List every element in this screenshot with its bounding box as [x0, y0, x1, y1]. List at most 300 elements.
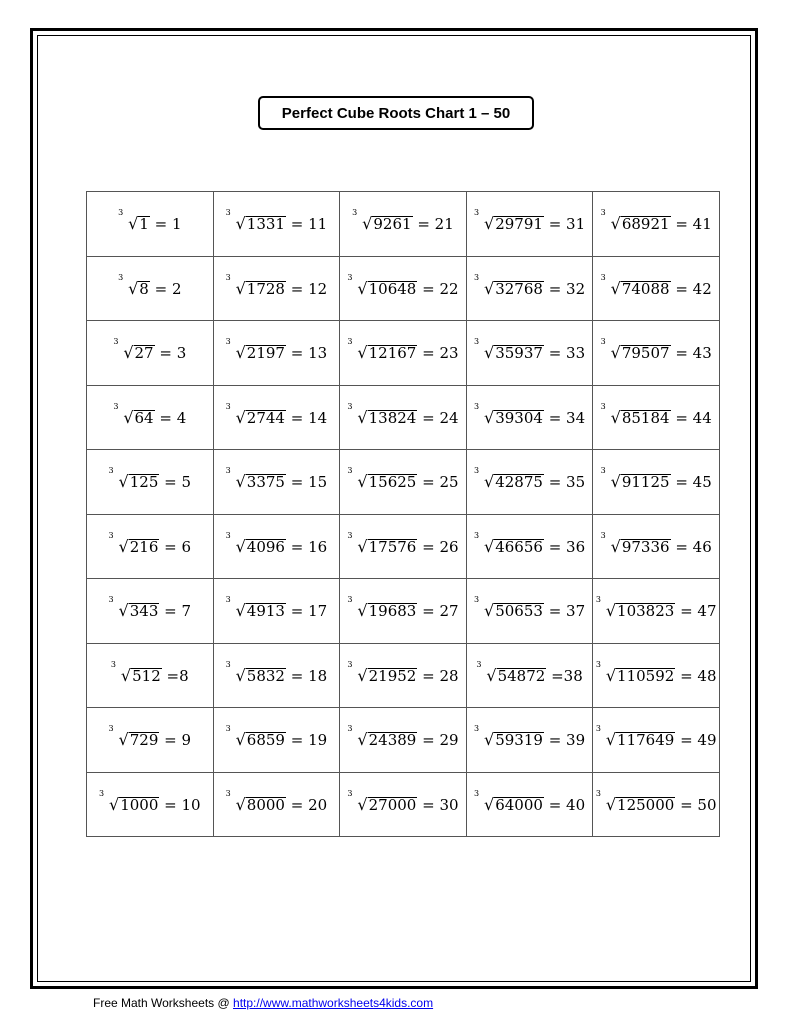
root-index: 3: [110, 659, 117, 669]
root-index: 3: [347, 466, 353, 476]
root-result: = 24: [422, 408, 459, 427]
root-index: 3: [225, 530, 231, 540]
root-result: = 48: [680, 666, 717, 685]
radicand: 64000: [495, 795, 543, 814]
radical-sign-icon: √: [605, 730, 617, 750]
radicand: 2197: [246, 344, 285, 363]
cube-root-expression: [98, 788, 159, 814]
root-result: = 50: [680, 795, 717, 814]
table-cell: [466, 256, 593, 321]
table-cell: [466, 385, 593, 450]
root-result: = 29: [422, 731, 459, 750]
root-result: = 39: [548, 731, 586, 750]
cube-root-expression: [225, 659, 286, 685]
root-result: = 37: [548, 602, 586, 621]
cube-root-expression: [476, 659, 546, 685]
root-index: 3: [600, 530, 606, 540]
radicand: 125000: [617, 795, 675, 814]
root-result: =38: [551, 666, 583, 685]
table-cell: [340, 450, 467, 515]
cube-root-expression: [474, 337, 544, 363]
radical-sign-icon: √: [235, 214, 246, 234]
radicand: 110592: [617, 666, 675, 685]
radical-sign-icon: √: [610, 343, 621, 363]
root-index: 3: [474, 272, 480, 282]
radical-sign-icon: √: [357, 343, 368, 363]
table-cell: [466, 772, 593, 837]
radical-sign-icon: √: [610, 214, 621, 234]
radical-sign-icon: √: [235, 665, 246, 685]
radicand: 29791: [495, 215, 543, 234]
radicand: 6859: [246, 731, 285, 750]
root-result: = 44: [675, 408, 712, 427]
cube-root-expression: [225, 466, 286, 492]
table-cell: [593, 256, 720, 321]
radical-sign-icon: √: [357, 407, 368, 427]
table-cell: [466, 514, 593, 579]
root-index: 3: [474, 595, 480, 605]
radicand: 1000: [120, 795, 159, 814]
root-result: = 49: [680, 731, 717, 750]
radicand: 24389: [368, 731, 417, 750]
radical-sign-icon: √: [486, 665, 497, 685]
table-row: [87, 514, 720, 579]
cube-root-expression: [347, 595, 417, 621]
root-index: 3: [600, 272, 606, 282]
root-result: = 36: [548, 537, 586, 556]
root-result: = 43: [675, 344, 712, 363]
radicand: 15625: [368, 473, 417, 492]
root-index: 3: [225, 659, 231, 669]
radicand: 59319: [495, 731, 543, 750]
radical-sign-icon: √: [357, 536, 368, 556]
root-result: = 10: [164, 795, 201, 814]
root-index: 3: [225, 724, 231, 734]
table-cell: [593, 643, 720, 708]
root-index: 3: [347, 530, 353, 540]
cube-root-expression: [600, 208, 671, 234]
cube-root-expression: [595, 788, 675, 814]
radicand: 27000: [368, 795, 417, 814]
radical-sign-icon: √: [123, 343, 134, 363]
radical-sign-icon: √: [235, 794, 246, 814]
root-index: 3: [118, 272, 124, 282]
cube-root-expression: [347, 659, 417, 685]
radical-sign-icon: √: [128, 278, 139, 298]
root-result: = 30: [422, 795, 459, 814]
root-index: 3: [225, 401, 231, 411]
root-index: 3: [347, 337, 353, 347]
table-cell: [340, 579, 467, 644]
root-result: = 20: [290, 795, 328, 814]
cube-root-expression: [474, 466, 544, 492]
root-index: 3: [476, 659, 482, 669]
cube-root-expression: [347, 272, 417, 298]
root-index: 3: [474, 466, 480, 476]
root-result: = 11: [290, 215, 328, 234]
radicand: 68921: [621, 215, 670, 234]
table-cell: [466, 579, 593, 644]
radicand: 39304: [495, 408, 543, 427]
radical-sign-icon: √: [357, 472, 368, 492]
table-cell: [87, 192, 214, 257]
radical-sign-icon: √: [605, 601, 617, 621]
radicand: 64: [134, 408, 154, 427]
root-index: 3: [347, 788, 353, 798]
root-result: = 32: [548, 279, 586, 298]
radical-sign-icon: √: [108, 794, 120, 814]
table-cell: [593, 708, 720, 773]
root-index: 3: [347, 724, 353, 734]
table-cell: [593, 450, 720, 515]
cube-root-expression: [118, 272, 150, 298]
radicand: 13824: [368, 408, 417, 427]
radicand: 12167: [368, 344, 417, 363]
table-cell: [340, 643, 467, 708]
radical-sign-icon: √: [484, 730, 495, 750]
radicand: 54872: [497, 666, 546, 685]
root-result: = 46: [675, 537, 712, 556]
table-cell: [87, 643, 214, 708]
root-result: = 33: [548, 344, 586, 363]
radical-sign-icon: √: [123, 407, 134, 427]
table-row: [87, 708, 720, 773]
radical-sign-icon: √: [605, 794, 617, 814]
root-result: = 35: [548, 473, 586, 492]
root-result: = 12: [290, 279, 328, 298]
radicand: 35937: [495, 344, 543, 363]
root-index: 3: [225, 466, 231, 476]
radical-sign-icon: √: [235, 278, 246, 298]
root-index: 3: [600, 401, 606, 411]
cube-root-expression: [600, 337, 671, 363]
root-index: 3: [225, 208, 231, 218]
radical-sign-icon: √: [357, 794, 368, 814]
cube-root-expression: [225, 724, 286, 750]
table-cell: [340, 321, 467, 386]
table-cell: [213, 579, 340, 644]
radical-sign-icon: √: [235, 730, 246, 750]
root-index: 3: [108, 595, 114, 605]
table-cell: [593, 321, 720, 386]
radicand: 46656: [495, 537, 543, 556]
root-result: = 2: [154, 279, 182, 298]
radical-sign-icon: √: [128, 214, 139, 234]
radicand: 10648: [368, 279, 417, 298]
table-cell: [213, 256, 340, 321]
cube-root-expression: [347, 401, 417, 427]
footer: [93, 996, 433, 1010]
root-index: 3: [108, 466, 114, 476]
table-row: [87, 321, 720, 386]
table-cell: [87, 579, 214, 644]
table-cell: [213, 321, 340, 386]
radicand: 85184: [621, 408, 670, 427]
root-index: 3: [98, 788, 105, 798]
cube-root-expression: [474, 272, 544, 298]
table-cell: [466, 643, 593, 708]
table-cell: [213, 192, 340, 257]
radical-sign-icon: √: [357, 601, 368, 621]
radical-sign-icon: √: [357, 730, 368, 750]
radicand: 1728: [246, 279, 285, 298]
cube-root-expression: [347, 724, 417, 750]
root-result: = 21: [417, 215, 454, 234]
radical-sign-icon: √: [235, 407, 246, 427]
radical-sign-icon: √: [484, 214, 495, 234]
radical-sign-icon: √: [484, 472, 495, 492]
radical-sign-icon: √: [118, 601, 129, 621]
radical-sign-icon: √: [235, 601, 246, 621]
radicand: 42875: [495, 473, 543, 492]
radicand: 117649: [617, 731, 675, 750]
table-row: [87, 643, 720, 708]
cube-root-expression: [600, 530, 671, 556]
radical-sign-icon: √: [484, 343, 495, 363]
cube-root-expression: [474, 724, 544, 750]
radicand: 125: [129, 473, 159, 492]
cube-root-expression: [474, 530, 544, 556]
cube-root-expression: [352, 208, 412, 234]
root-result: = 18: [290, 666, 328, 685]
radical-sign-icon: √: [118, 472, 129, 492]
cube-root-expression: [108, 724, 160, 750]
radicand: 8000: [246, 795, 285, 814]
table-cell: [593, 385, 720, 450]
radicand: 97336: [621, 537, 670, 556]
table-cell: [340, 256, 467, 321]
cube-root-expression: [225, 530, 286, 556]
table-cell: [466, 450, 593, 515]
root-result: = 42: [675, 279, 712, 298]
page-title: Perfect Cube Roots Chart 1 – 50: [258, 96, 534, 130]
cube-root-expression: [118, 208, 150, 234]
table-cell: [87, 321, 214, 386]
cube-root-expression: [347, 466, 417, 492]
radical-sign-icon: √: [118, 730, 129, 750]
root-result: = 28: [422, 666, 459, 685]
root-result: = 47: [680, 602, 717, 621]
root-result: = 31: [548, 215, 586, 234]
root-index: 3: [600, 337, 606, 347]
radical-sign-icon: √: [484, 278, 495, 298]
root-result: = 4: [159, 408, 187, 427]
radicand: 9261: [373, 215, 412, 234]
root-index: 3: [225, 272, 231, 282]
root-index: 3: [225, 595, 231, 605]
cube-root-expression: [600, 466, 671, 492]
cube-root-expression: [474, 595, 544, 621]
root-index: 3: [118, 208, 124, 218]
radicand: 1331: [246, 215, 285, 234]
root-index: 3: [347, 272, 353, 282]
table-cell: [213, 450, 340, 515]
radicand: 512: [132, 666, 161, 685]
table-cell: [466, 321, 593, 386]
cube-root-expression: [474, 208, 544, 234]
table-cell: [87, 256, 214, 321]
root-index: 3: [595, 595, 601, 605]
root-index: 3: [474, 530, 480, 540]
root-result: =8: [166, 666, 189, 685]
radicand: 79507: [621, 344, 670, 363]
root-index: 3: [474, 724, 480, 734]
root-result: = 14: [290, 408, 328, 427]
radical-sign-icon: √: [484, 536, 495, 556]
root-result: = 40: [548, 795, 586, 814]
cube-root-expression: [600, 401, 671, 427]
cube-root-expression: [347, 530, 417, 556]
table-cell: [466, 708, 593, 773]
table-cell: [87, 450, 214, 515]
root-index: 3: [347, 659, 353, 669]
cube-root-expression: [108, 530, 160, 556]
root-index: 3: [595, 788, 601, 798]
root-index: 3: [352, 208, 358, 218]
radicand: 50653: [495, 602, 543, 621]
table-cell: [213, 772, 340, 837]
cube-root-expression: [595, 659, 675, 685]
radicand: 32768: [495, 279, 543, 298]
radical-sign-icon: √: [605, 665, 617, 685]
table-cell: [213, 385, 340, 450]
cube-root-expression: [600, 272, 671, 298]
radical-sign-icon: √: [357, 665, 368, 685]
root-result: = 23: [422, 344, 459, 363]
radical-sign-icon: √: [235, 472, 246, 492]
radicand: 2744: [246, 408, 285, 427]
radicand: 103823: [617, 602, 675, 621]
root-result: = 19: [290, 731, 328, 750]
table-cell: [593, 579, 720, 644]
root-result: = 5: [164, 473, 192, 492]
root-result: = 34: [548, 408, 586, 427]
root-index: 3: [108, 530, 114, 540]
cube-root-expression: [110, 659, 162, 685]
radicand: 8: [139, 279, 149, 298]
root-index: 3: [600, 466, 606, 476]
table-cell: [340, 192, 467, 257]
radicand: 1: [139, 215, 149, 234]
footer-link[interactable]: http://www.mathworksheets4kids.com: [233, 996, 434, 1010]
radical-sign-icon: √: [610, 536, 621, 556]
cube-root-expression: [225, 337, 286, 363]
radicand: 343: [129, 602, 159, 621]
cube-root-expression: [113, 337, 154, 363]
root-index: 3: [347, 595, 353, 605]
root-result: = 13: [290, 344, 328, 363]
radicand: 216: [129, 537, 159, 556]
radicand: 19683: [368, 602, 417, 621]
radicand: 5832: [246, 666, 285, 685]
cube-root-expression: [347, 788, 417, 814]
table-row: [87, 385, 720, 450]
root-index: 3: [595, 724, 601, 734]
radicand: 729: [129, 731, 159, 750]
cube-root-expression: [474, 788, 544, 814]
root-result: = 3: [159, 344, 187, 363]
root-index: 3: [474, 401, 480, 411]
root-result: = 22: [422, 279, 459, 298]
table-row: [87, 450, 720, 515]
radicand: 91125: [621, 473, 670, 492]
cube-root-expression: [347, 337, 417, 363]
cube-root-expression: [108, 595, 160, 621]
table-cell: [340, 772, 467, 837]
radicand: 4913: [246, 602, 285, 621]
radicand: 17576: [368, 537, 417, 556]
root-index: 3: [595, 659, 601, 669]
table-cell: [593, 192, 720, 257]
root-index: 3: [600, 208, 606, 218]
radical-sign-icon: √: [120, 665, 132, 685]
radicand: 21952: [368, 666, 417, 685]
cube-root-expression: [225, 595, 286, 621]
radical-sign-icon: √: [357, 278, 368, 298]
root-result: = 16: [290, 537, 328, 556]
cube-root-expression: [225, 208, 286, 234]
radical-sign-icon: √: [610, 472, 621, 492]
table-row: [87, 256, 720, 321]
table-cell: [340, 708, 467, 773]
table-row: [87, 579, 720, 644]
radicand: 74088: [621, 279, 670, 298]
root-index: 3: [225, 788, 231, 798]
table-cell: [87, 385, 214, 450]
table-cell: [593, 514, 720, 579]
root-index: 3: [225, 337, 231, 347]
table-cell: [213, 708, 340, 773]
root-result: = 45: [675, 473, 712, 492]
table-cell: [87, 514, 214, 579]
cube-roots-table: [86, 191, 720, 837]
radicand: 4096: [246, 537, 285, 556]
root-result: = 7: [164, 602, 192, 621]
table-row: [87, 192, 720, 257]
radical-sign-icon: √: [235, 343, 246, 363]
radical-sign-icon: √: [610, 278, 621, 298]
table-cell: [213, 514, 340, 579]
cube-root-expression: [113, 401, 154, 427]
root-index: 3: [474, 337, 480, 347]
footer-text: Free Math Worksheets @: [93, 996, 234, 1010]
root-result: = 25: [422, 473, 459, 492]
root-result: = 6: [164, 537, 192, 556]
cube-root-expression: [225, 401, 286, 427]
cube-root-expression: [474, 401, 544, 427]
root-result: = 1: [154, 215, 182, 234]
root-result: = 17: [290, 602, 328, 621]
radical-sign-icon: √: [235, 536, 246, 556]
root-index: 3: [113, 337, 119, 347]
radical-sign-icon: √: [484, 794, 495, 814]
radicand: 3375: [246, 473, 285, 492]
radical-sign-icon: √: [484, 407, 495, 427]
cube-root-expression: [595, 724, 675, 750]
radical-sign-icon: √: [362, 214, 373, 234]
radical-sign-icon: √: [484, 601, 495, 621]
root-result: = 15: [290, 473, 328, 492]
cube-root-expression: [595, 595, 675, 621]
cube-root-expression: [225, 272, 286, 298]
cube-root-expression: [225, 788, 286, 814]
root-result: = 41: [675, 215, 712, 234]
cube-root-expression: [108, 466, 160, 492]
root-result: = 27: [422, 602, 459, 621]
radicand: 27: [134, 344, 154, 363]
table-cell: [593, 772, 720, 837]
table-cell: [87, 772, 214, 837]
